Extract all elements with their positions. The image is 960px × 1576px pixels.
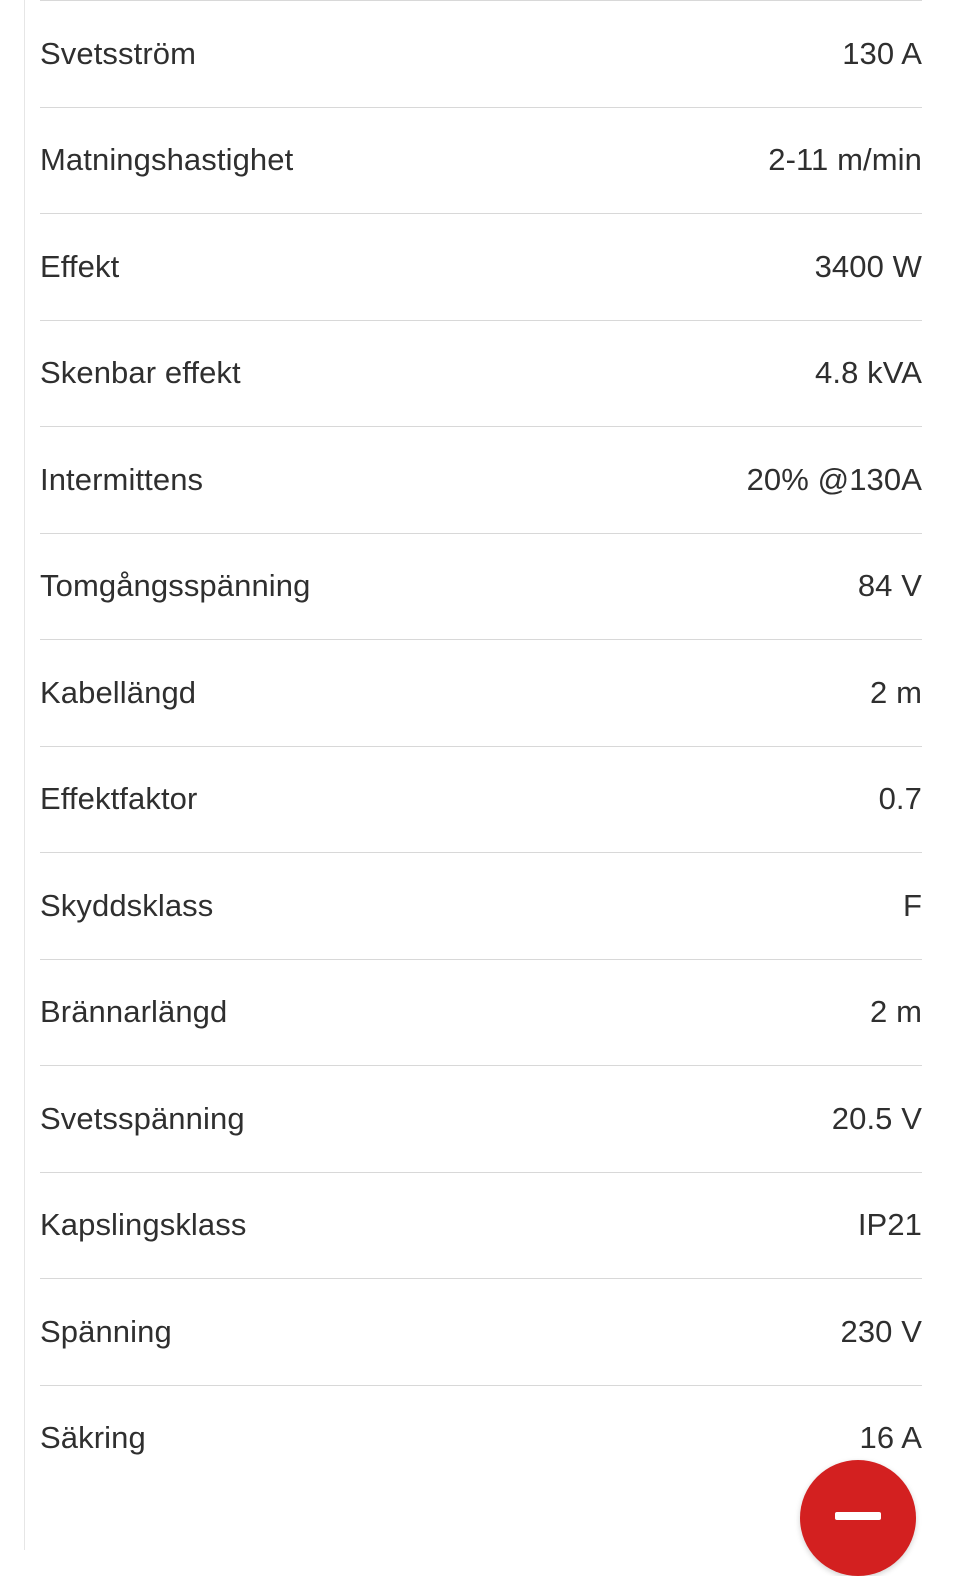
minimize-icon: [835, 1512, 881, 1520]
spec-value: 2-11 m/min: [768, 142, 922, 178]
spec-value: 3400 W: [814, 248, 922, 284]
spec-label: Matningshastighet: [40, 142, 294, 178]
table-row: [40, 959, 922, 1066]
left-divider-rail: [24, 0, 25, 1550]
spec-label: Effektfaktor: [40, 781, 198, 817]
spec-label: Skyddsklass: [40, 887, 214, 923]
spec-value: IP21: [857, 1207, 922, 1243]
spec-value: 2 m: [870, 674, 922, 710]
spec-value: 230 V: [840, 1313, 922, 1349]
table-row: [40, 639, 922, 746]
table-row: [40, 426, 922, 533]
table-row: [40, 1278, 922, 1385]
table-row: [40, 1065, 922, 1172]
table-row: [40, 1172, 922, 1279]
spec-label: Effekt: [40, 248, 120, 284]
spec-value: 84 V: [857, 568, 922, 604]
spec-value: 4.8 kVA: [815, 355, 922, 391]
spec-label: Kabellängd: [40, 674, 197, 710]
spec-label: Brännarlängd: [40, 994, 228, 1030]
table-row: [40, 107, 922, 214]
specification-list: [40, 0, 922, 1491]
spec-value: F: [902, 887, 922, 923]
spec-label: Svetsspänning: [40, 1100, 245, 1136]
table-row: [40, 1385, 922, 1492]
spec-value: 20% @130A: [746, 461, 922, 497]
spec-label: Svetsström: [40, 35, 197, 71]
spec-label: Skenbar effekt: [40, 355, 241, 391]
table-row: [40, 0, 922, 107]
table-row: [40, 533, 922, 640]
spec-value: 20.5 V: [831, 1100, 922, 1136]
table-row: [40, 320, 922, 427]
table-row: [40, 852, 922, 959]
spec-value: 2 m: [870, 994, 922, 1030]
spec-label: Intermittens: [40, 461, 204, 497]
spec-value: 0.7: [878, 781, 922, 817]
table-row: [40, 746, 922, 853]
table-row: [40, 213, 922, 320]
spec-value: 16 A: [859, 1420, 922, 1456]
spec-label: Tomgångsspänning: [40, 568, 311, 604]
spec-label: Säkring: [40, 1420, 146, 1456]
spec-label: Spänning: [40, 1313, 172, 1349]
floating-action-button[interactable]: [800, 1460, 916, 1576]
spec-value: 130 A: [842, 35, 922, 71]
spec-label: Kapslingsklass: [40, 1207, 247, 1243]
